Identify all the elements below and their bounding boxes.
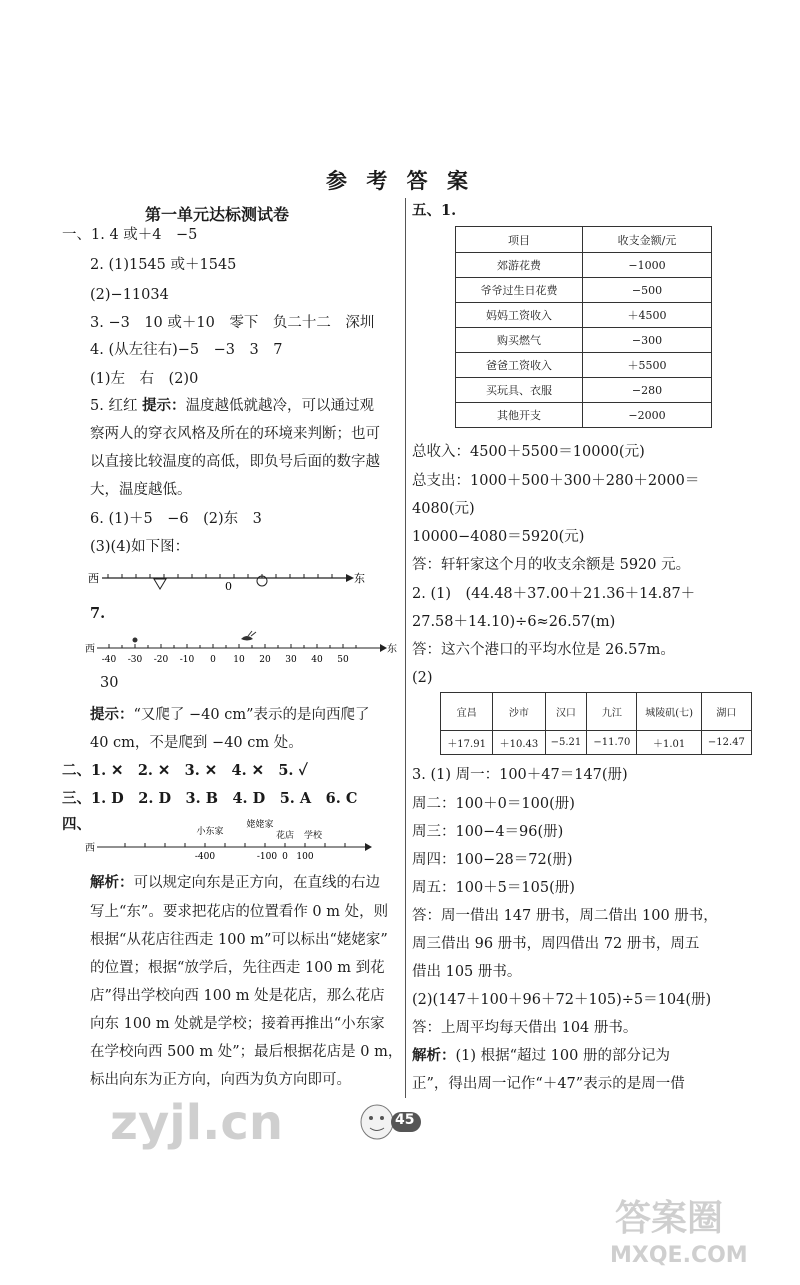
answer-7: 7. bbox=[90, 605, 106, 622]
table-cell: −12.47 bbox=[701, 731, 751, 755]
q3-answer-line2: 周三借出 96 册书，周四借出 72 册书，周五 bbox=[412, 936, 700, 952]
table-cell: 买玩具、衣服 bbox=[456, 378, 583, 403]
answer-6b: (3)(4)如下图： bbox=[90, 539, 190, 555]
analysis-4-line8: 标出向东为正方向，向西为负方向即可。 bbox=[90, 1072, 351, 1088]
number-line-3 bbox=[85, 818, 385, 862]
table-cell: 购买燃气 bbox=[456, 328, 583, 353]
section-4-label: 四、 bbox=[62, 816, 91, 833]
answer-5-line2: 察两人的穿衣风格及所在的环境来判断；也可 bbox=[90, 426, 380, 442]
nl2-tick-label: 30 bbox=[285, 655, 297, 665]
nl2-tick-label: 50 bbox=[337, 655, 349, 665]
section-title: 第一单元达标测试卷 bbox=[145, 205, 290, 224]
q3-tuesday: 周二：100＋0＝100(册) bbox=[412, 796, 575, 812]
hint-7-line1: “又爬了 −40 cm”表示的是向西爬了 bbox=[133, 707, 370, 723]
table-header: 沙市 bbox=[493, 693, 545, 731]
nl3-west: 西 bbox=[85, 843, 95, 854]
nl3-tick-label: -400 bbox=[194, 852, 216, 862]
snail-end-icon bbox=[241, 631, 256, 641]
analysis-4 bbox=[90, 874, 380, 892]
answer-5-line3: 以直接比较温度的高低，即负号后面的数字越 bbox=[90, 454, 380, 470]
q3-part2-answer: 答：上周平均每天借出 104 册书。 bbox=[412, 1020, 638, 1036]
answer-2: 2. (1)1545 或＋1545 bbox=[90, 257, 237, 273]
table-cell: −500 bbox=[583, 278, 712, 303]
nl2-tick-label: 40 bbox=[311, 655, 323, 665]
answer-6: 6. (1)＋5 −6 (2)东 3 bbox=[90, 511, 262, 527]
table-header: 九江 bbox=[587, 693, 637, 731]
page-title: 参 考 答 案 bbox=[326, 168, 474, 193]
q3-part2: (2)(147＋100＋96＋72＋105)÷5＝104(册) bbox=[412, 992, 712, 1008]
table-cell: 爷爷过生日花费 bbox=[456, 278, 583, 303]
table-row bbox=[456, 353, 712, 378]
table-cell: ＋17.91 bbox=[441, 731, 493, 755]
balance-answer: 答：轩轩家这个月的收支余额是 5920 元。 bbox=[412, 557, 691, 573]
nl3-place-label: 姥姥家 bbox=[246, 820, 274, 830]
table-header: 湖口 bbox=[701, 693, 751, 731]
analysis-4-line2: 写上“东”。要求把花店的位置看作 0 m 处，则 bbox=[90, 904, 389, 920]
answer-4: 4. (从左往右)−5 −3 3 7 bbox=[90, 342, 283, 358]
snail-start-icon bbox=[133, 638, 138, 643]
table-cell: 爸爸工资收入 bbox=[456, 353, 583, 378]
table-cell: −5.21 bbox=[545, 731, 587, 755]
table-cell: 其他开支 bbox=[456, 403, 583, 428]
table-row bbox=[456, 328, 712, 353]
nl2-tick-label: 20 bbox=[259, 655, 271, 665]
table-header: 宜昌 bbox=[441, 693, 493, 731]
page-number: 45 bbox=[395, 1112, 415, 1128]
table-row bbox=[456, 403, 712, 428]
q3-thursday: 周四：100−28＝72(册) bbox=[412, 852, 573, 868]
answer-4b: (1)左 右 (2)0 bbox=[90, 371, 199, 387]
answer-5 bbox=[90, 397, 374, 415]
answer-2b: (2)−11034 bbox=[90, 287, 169, 303]
nl2-east: 东 bbox=[387, 644, 397, 655]
q2-line2: 27.58＋14.10)÷6≈26.57(m) bbox=[412, 614, 616, 630]
balance-calc: 10000−4080＝5920(元) bbox=[412, 529, 585, 545]
hint-7 bbox=[90, 706, 370, 724]
nl2-tick-label: -20 bbox=[153, 655, 169, 665]
table-header: 收支金额/元 bbox=[583, 227, 712, 253]
q3-monday: 3. (1) 周一：100＋47＝147(册) bbox=[412, 767, 628, 783]
q3-analysis bbox=[412, 1047, 670, 1065]
q3-analysis-line1: (1) 根据“超过 100 册的部分记为 bbox=[455, 1048, 670, 1064]
answer-5-text: 5. 红红 bbox=[90, 398, 138, 414]
nl3-tick-label: 0 bbox=[282, 852, 288, 862]
total-expense: 总支出：1000＋500＋300＋280＋2000＝ bbox=[412, 473, 700, 489]
table-cell: −300 bbox=[583, 328, 712, 353]
table-cell: −2000 bbox=[583, 403, 712, 428]
analysis-4-line7: 在学校向西 500 m 处”；最后根据花店是 0 m， bbox=[90, 1044, 403, 1060]
table-row bbox=[456, 253, 712, 278]
table-header: 城陵矶(七) bbox=[637, 693, 701, 731]
nl1-west: 西 bbox=[88, 572, 99, 585]
page-number-badge bbox=[355, 1100, 425, 1142]
q3-answer-line1: 答：周一借出 147 册书，周二借出 100 册书， bbox=[412, 908, 718, 924]
hint-7-line2: 40 cm，不是爬到 −40 cm 处。 bbox=[90, 735, 303, 751]
table-cell: −280 bbox=[583, 378, 712, 403]
answer-7-value: 30 bbox=[100, 675, 119, 691]
analysis-label: 解析： bbox=[412, 1047, 456, 1064]
nl2-tick-label: -30 bbox=[127, 655, 143, 665]
hint-label: 提示： bbox=[90, 706, 134, 723]
nl2-tick-label: 0 bbox=[210, 655, 216, 665]
table-cell: −11.70 bbox=[587, 731, 637, 755]
section-3-answers: 三、1. D 2. D 3. B 4. D 5. A 6. C bbox=[62, 790, 358, 807]
nl2-west: 西 bbox=[85, 644, 95, 655]
table-row bbox=[456, 378, 712, 403]
nl1-east: 东 bbox=[354, 572, 365, 585]
number-line-1 bbox=[88, 562, 368, 594]
q2-part2-label: (2) bbox=[412, 670, 433, 686]
answer-1: 一、1. 4 或＋4 −5 bbox=[62, 227, 198, 243]
analysis-4-line6: 向东 100 m 处就是学校；接着再推出“小东家 bbox=[90, 1016, 385, 1032]
analysis-4-line4: 的位置；根据“放学后，先往西走 100 m 到花 bbox=[90, 960, 385, 976]
analysis-4-line5: 店”得出学校向西 100 m 处是花店，那么花店 bbox=[90, 988, 385, 1004]
q2-line1: 2. (1) (44.48＋37.00＋21.36＋14.87＋ bbox=[412, 586, 696, 602]
mascot-icon bbox=[355, 1100, 425, 1142]
nl3-place-label: 花店 bbox=[275, 831, 295, 841]
table-header: 汉口 bbox=[545, 693, 587, 731]
analysis-4-line1: 可以规定向东是正方向，在直线的右边 bbox=[133, 875, 380, 891]
total-expense-result: 4080(元) bbox=[412, 501, 475, 517]
table-cell: 郊游花费 bbox=[456, 253, 583, 278]
nl2-tick-label: -10 bbox=[179, 655, 195, 665]
answer-3: 3. −3 10 或＋10 零下 负二十二 深圳 bbox=[90, 315, 375, 331]
table-cell: ＋4500 bbox=[583, 303, 712, 328]
nl3-place-label: 小东家 bbox=[196, 827, 224, 837]
number-line-2 bbox=[85, 630, 400, 666]
nl3-tick-label: -100 bbox=[256, 852, 278, 862]
nl2-tick-label: -40 bbox=[101, 655, 117, 665]
nl2-tick-label: 10 bbox=[233, 655, 245, 665]
column-divider bbox=[405, 198, 406, 1098]
q3-wednesday: 周三：100−4＝96(册) bbox=[412, 824, 564, 840]
analysis-4-line3: 根据“从花店往西走 100 m”可以标出“姥姥家” bbox=[90, 932, 388, 948]
water-level-table bbox=[440, 692, 752, 755]
watermark-answer: 答案圈 bbox=[615, 1198, 724, 1239]
table-cell: −1000 bbox=[583, 253, 712, 278]
analysis-label: 解析： bbox=[90, 874, 134, 891]
table-row bbox=[456, 278, 712, 303]
triangle-marker bbox=[154, 579, 166, 589]
section-2-answers: 二、1. ✕ 2. ✕ 3. ✕ 4. ✕ 5. ✓ bbox=[62, 762, 308, 779]
nl1-zero: 0 bbox=[225, 580, 232, 593]
table-cell: ＋10.43 bbox=[493, 731, 545, 755]
table-row bbox=[456, 303, 712, 328]
answer-5-line4: 大，温度越低。 bbox=[90, 482, 192, 498]
section-5-label: 五、1. bbox=[412, 202, 457, 219]
table-cell: 妈妈工资收入 bbox=[456, 303, 583, 328]
nl3-place-label: 学校 bbox=[303, 831, 323, 841]
hint-label: 提示： bbox=[142, 397, 186, 414]
table-cell: ＋5500 bbox=[583, 353, 712, 378]
income-expense-table bbox=[455, 226, 712, 428]
table-row bbox=[441, 731, 752, 755]
q2-answer: 答：这六个港口的平均水位是 26.57m。 bbox=[412, 642, 675, 658]
nl3-tick-label: 100 bbox=[296, 852, 314, 862]
total-income: 总收入：4500＋5500＝10000(元) bbox=[412, 444, 645, 460]
table-header: 项目 bbox=[456, 227, 583, 253]
answer-5-line1: 温度越低就越冷，可以通过观 bbox=[185, 398, 375, 414]
q3-answer-line3: 借出 105 册书。 bbox=[412, 964, 522, 980]
watermark-zyjl: zyjl.cn bbox=[110, 1095, 283, 1151]
watermark-mxqe: MXQE.COM bbox=[610, 1243, 748, 1268]
q3-friday: 周五：100＋5＝105(册) bbox=[412, 880, 575, 896]
q3-analysis-line2: 正”，得出周一记作“＋47”表示的是周一借 bbox=[412, 1076, 685, 1092]
table-cell: ＋1.01 bbox=[637, 731, 701, 755]
